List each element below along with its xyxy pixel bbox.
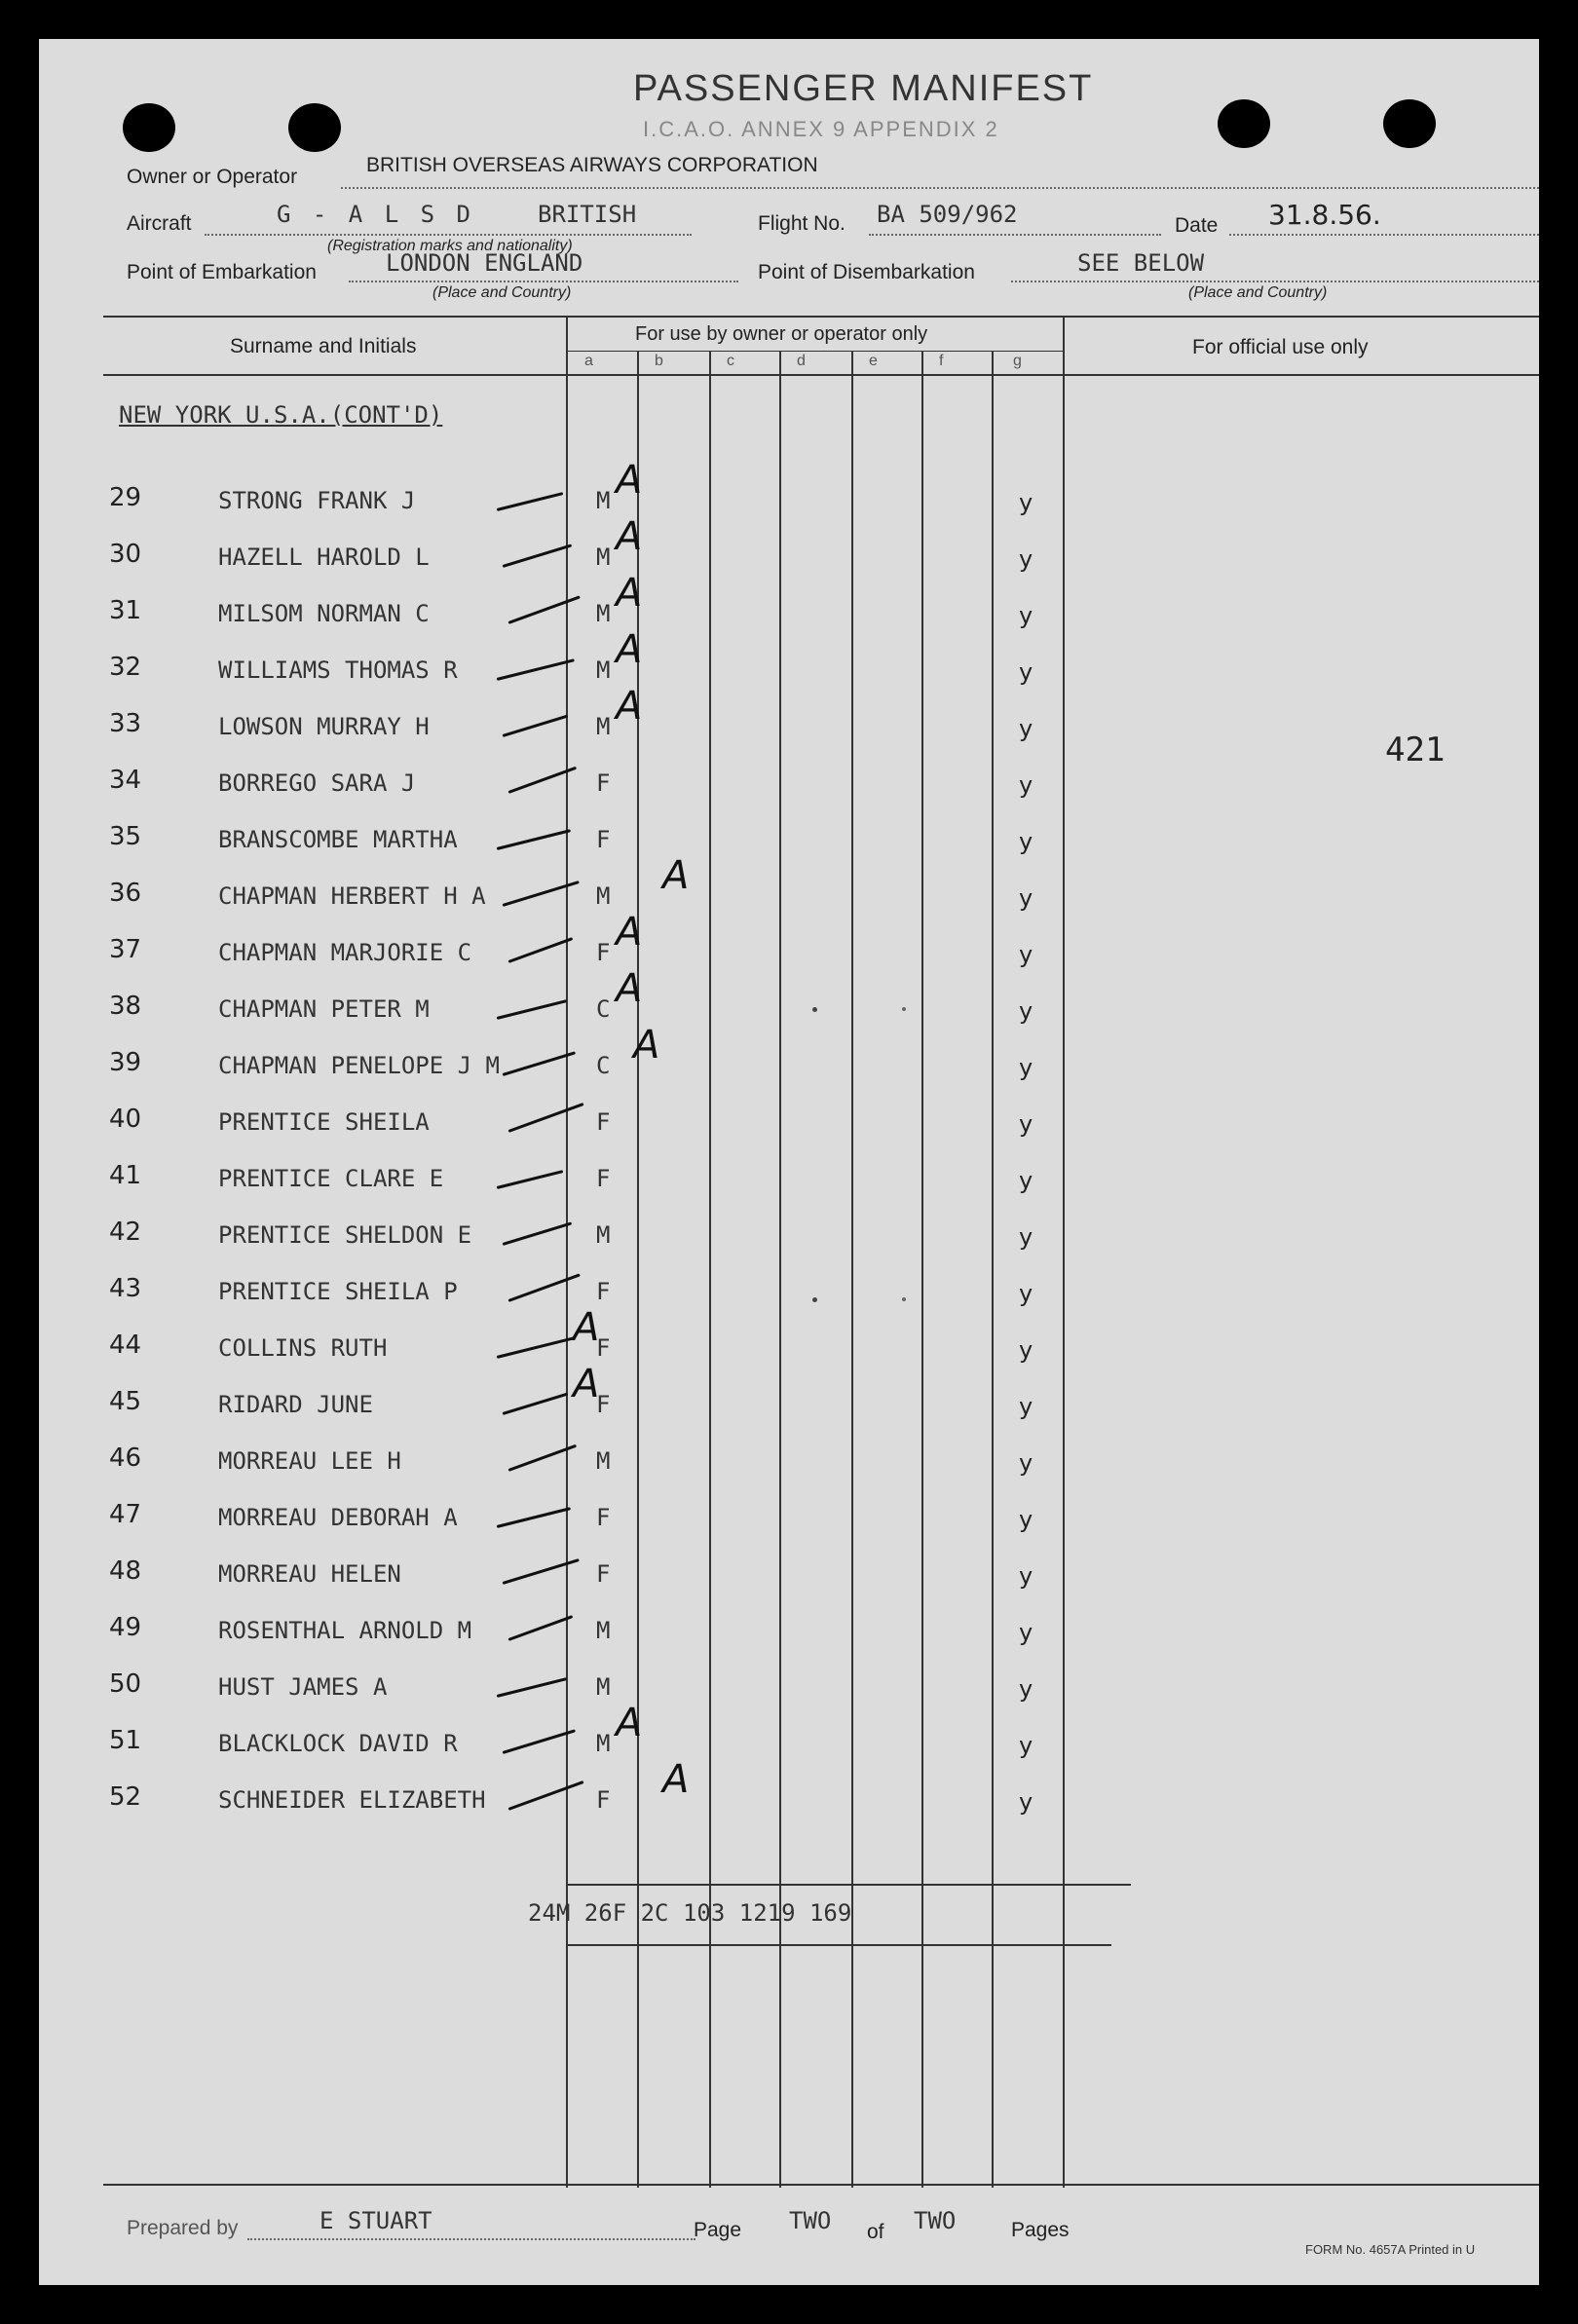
passenger-name: SCHNEIDER ELIZABETH — [218, 1786, 486, 1814]
check-stroke — [503, 544, 573, 568]
totals-bottom-rule — [566, 1944, 1111, 1946]
col-f-header: f — [939, 353, 944, 369]
column-g-mark: y — [1019, 1336, 1033, 1364]
row-number: 47 — [109, 1500, 142, 1529]
sex-code: M — [596, 600, 611, 627]
col-a-header: a — [584, 353, 593, 369]
flight-label: Flight No. — [758, 212, 845, 235]
row-number: 41 — [109, 1161, 142, 1190]
col-b-header: b — [655, 353, 663, 369]
handwritten-a-mark: A — [616, 458, 643, 503]
check-stroke — [497, 1336, 575, 1359]
row-number: 32 — [109, 653, 142, 682]
sex-code: F — [596, 1504, 611, 1531]
embark-value: LONDON ENGLAND — [386, 249, 583, 277]
section-heading: NEW YORK U.S.A.(CONT'D) — [119, 401, 443, 429]
surname-header: Surname and Initials — [230, 335, 417, 357]
sex-code: F — [596, 1165, 611, 1192]
check-stroke — [507, 1780, 583, 1811]
official-number: 421 — [1385, 731, 1446, 769]
sex-code: M — [596, 487, 611, 514]
aircraft-nationality: BRITISH — [538, 201, 637, 228]
passenger-name: PRENTICE CLARE E — [218, 1165, 444, 1192]
handwritten-a-mark: A — [633, 1023, 660, 1068]
of-value: TWO — [914, 2207, 957, 2234]
stray-dot — [902, 1297, 906, 1301]
passenger-name: PRENTICE SHELDON E — [218, 1221, 472, 1249]
disembark-dotted-line — [1011, 281, 1539, 282]
totals-line: 24M 26F 2C 103 1219 169 — [528, 1899, 852, 1927]
column-g-mark: y — [1019, 1449, 1033, 1477]
row-number: 34 — [109, 766, 142, 795]
embark-label: Point of Embarkation — [127, 261, 317, 283]
sex-code: M — [596, 1221, 611, 1249]
column-g-mark: y — [1019, 771, 1033, 799]
aircraft-label: Aircraft — [127, 212, 192, 235]
handwritten-a-mark: A — [616, 1701, 643, 1745]
row-number: 38 — [109, 992, 142, 1021]
disembark-note: (Place and Country) — [1188, 284, 1328, 301]
owner-dotted-line — [341, 187, 1539, 189]
passenger-name: CHAPMAN PENELOPE J M — [218, 1052, 500, 1079]
row-number: 40 — [109, 1105, 142, 1134]
passenger-name: PRENTICE SHEILA P — [218, 1278, 458, 1305]
col-e-header: e — [869, 353, 878, 369]
sex-code: M — [596, 1617, 611, 1644]
check-stroke — [497, 829, 571, 850]
col-rule — [1063, 318, 1065, 2188]
col-g-header: g — [1013, 353, 1022, 369]
check-stroke — [503, 1221, 573, 1246]
row-number: 31 — [109, 596, 142, 625]
sex-code: M — [596, 1673, 611, 1701]
check-stroke — [497, 1170, 564, 1189]
column-g-mark: y — [1019, 828, 1033, 855]
sex-code: C — [596, 995, 611, 1023]
row-number: 35 — [109, 822, 142, 851]
prepared-label: Prepared by — [127, 2217, 239, 2239]
owner-value: BRITISH OVERSEAS AIRWAYS CORPORATION — [366, 154, 818, 176]
row-number: 39 — [109, 1048, 142, 1077]
col-d-header: d — [797, 353, 806, 369]
column-g-mark: y — [1019, 489, 1033, 516]
check-stroke — [497, 999, 568, 1020]
row-number: 51 — [109, 1726, 142, 1755]
flight-value: BA 509/962 — [877, 201, 1018, 228]
column-g-mark: y — [1019, 1506, 1033, 1533]
row-number: 29 — [109, 483, 142, 512]
date-dotted-line — [1229, 234, 1539, 236]
passenger-name: CHAPMAN MARJORIE C — [218, 939, 472, 966]
flight-dotted-line — [869, 234, 1161, 236]
passenger-name: BORREGO SARA J — [218, 769, 416, 797]
form-number: FORM No. 4657A Printed in U — [1305, 2242, 1476, 2257]
passenger-name: HAZELL HAROLD L — [218, 544, 430, 571]
sex-code: F — [596, 1560, 611, 1588]
row-number: 49 — [109, 1613, 142, 1642]
passenger-name: WILLIAMS THOMAS R — [218, 656, 458, 684]
punch-hole — [1383, 99, 1436, 148]
disembark-value: SEE BELOW — [1077, 249, 1205, 277]
handwritten-a-mark: A — [616, 514, 643, 559]
passenger-name: CHAPMAN PETER M — [218, 995, 430, 1023]
handwritten-a-mark: A — [662, 1757, 690, 1802]
punch-hole — [288, 103, 341, 152]
column-g-mark: y — [1019, 1788, 1033, 1816]
owner-use-rule — [566, 351, 1063, 352]
row-number: 30 — [109, 540, 142, 569]
column-g-mark: y — [1019, 602, 1033, 629]
aircraft-registration: G - A L S D — [277, 201, 474, 228]
sex-code: M — [596, 656, 611, 684]
row-number: 36 — [109, 879, 142, 908]
row-number: 50 — [109, 1669, 142, 1699]
handwritten-a-mark: A — [573, 1305, 600, 1350]
row-number: 52 — [109, 1782, 142, 1812]
embark-note: (Place and Country) — [432, 284, 572, 301]
check-stroke — [503, 715, 569, 737]
check-stroke — [507, 937, 573, 963]
date-label: Date — [1175, 214, 1219, 237]
col-rule — [992, 351, 994, 2188]
header-bottom-rule — [103, 374, 1539, 376]
sex-code: F — [596, 1278, 611, 1305]
column-g-mark: y — [1019, 1110, 1033, 1138]
column-g-mark: y — [1019, 884, 1033, 912]
check-stroke — [503, 1393, 569, 1415]
column-g-mark: y — [1019, 1675, 1033, 1703]
check-stroke — [503, 1729, 576, 1754]
row-number: 33 — [109, 709, 142, 738]
check-stroke — [507, 1615, 573, 1641]
sex-code: F — [596, 1391, 611, 1418]
punch-hole — [1218, 99, 1270, 148]
sex-code: M — [596, 1447, 611, 1475]
sex-code: F — [596, 769, 611, 797]
row-number: 37 — [109, 935, 142, 964]
passenger-name: MILSOM NORMAN C — [218, 600, 430, 627]
sex-code: C — [596, 1052, 611, 1079]
check-stroke — [507, 1103, 583, 1133]
page-subtitle: I.C.A.O. ANNEX 9 APPENDIX 2 — [643, 117, 999, 141]
embark-dotted-line — [349, 281, 738, 282]
sex-code: M — [596, 544, 611, 571]
row-number: 46 — [109, 1443, 142, 1473]
check-stroke — [497, 658, 575, 681]
handwritten-a-mark: A — [616, 571, 643, 616]
page-value: TWO — [789, 2207, 832, 2234]
row-number: 42 — [109, 1218, 142, 1247]
handwritten-a-mark: A — [662, 853, 690, 898]
prepared-value: E STUART — [319, 2207, 432, 2234]
passenger-name: BLACKLOCK DAVID R — [218, 1730, 458, 1757]
disembark-label: Point of Disembarkation — [758, 261, 975, 283]
column-g-mark: y — [1019, 715, 1033, 742]
check-stroke — [497, 492, 564, 511]
pages-label: Pages — [1011, 2219, 1070, 2241]
stray-dot — [812, 1007, 817, 1012]
row-number: 45 — [109, 1387, 142, 1416]
manifest-page — [39, 39, 1539, 2285]
sex-code: M — [596, 713, 611, 740]
column-g-mark: y — [1019, 1167, 1033, 1194]
column-g-mark: y — [1019, 1393, 1033, 1420]
page-title: PASSENGER MANIFEST — [633, 68, 1094, 109]
stray-dot — [812, 1297, 817, 1302]
passenger-name: LOWSON MURRAY H — [218, 713, 430, 740]
col-rule — [921, 351, 923, 2188]
date-value: 31.8.56. — [1268, 199, 1381, 231]
column-g-mark: y — [1019, 1223, 1033, 1251]
check-stroke — [497, 1677, 568, 1698]
check-stroke — [497, 1507, 571, 1528]
sex-code: M — [596, 882, 611, 910]
sex-code: F — [596, 1334, 611, 1362]
check-stroke — [507, 1273, 580, 1301]
passenger-name: MORREAU HELEN — [218, 1560, 401, 1588]
passenger-name: STRONG FRANK J — [218, 487, 416, 514]
table-top-rule — [103, 316, 1539, 318]
column-g-mark: y — [1019, 1732, 1033, 1759]
column-g-mark: y — [1019, 1280, 1033, 1307]
handwritten-a-mark: A — [616, 684, 643, 729]
sex-code: F — [596, 1108, 611, 1136]
aircraft-dotted-line — [205, 234, 692, 236]
handwritten-a-mark: A — [616, 966, 643, 1011]
passenger-name: RIDARD JUNE — [218, 1391, 373, 1418]
column-g-mark: y — [1019, 545, 1033, 573]
totals-top-rule — [566, 1884, 1131, 1886]
passenger-name: HUST JAMES A — [218, 1673, 388, 1701]
sex-code: F — [596, 1786, 611, 1814]
official-use-header: For official use only — [1192, 336, 1369, 358]
of-label: of — [867, 2221, 884, 2243]
registration-note: (Registration marks and nationality) — [327, 238, 573, 254]
passenger-name: MORREAU DEBORAH A — [218, 1504, 458, 1531]
punch-hole — [123, 103, 175, 152]
sex-code: F — [596, 826, 611, 853]
passenger-name: ROSENTHAL ARNOLD M — [218, 1617, 472, 1644]
row-number: 44 — [109, 1331, 142, 1360]
passenger-name: COLLINS RUTH — [218, 1334, 388, 1362]
page-label: Page — [694, 2219, 742, 2241]
handwritten-a-mark: A — [616, 627, 643, 672]
prepared-dotted-line — [247, 2238, 695, 2240]
column-g-mark: y — [1019, 941, 1033, 968]
handwritten-a-mark: A — [573, 1362, 600, 1406]
owner-label: Owner or Operator — [127, 166, 298, 188]
sex-code: F — [596, 939, 611, 966]
passenger-name: PRENTICE SHEILA — [218, 1108, 430, 1136]
row-number: 48 — [109, 1556, 142, 1586]
check-stroke — [507, 595, 580, 623]
sex-code: M — [596, 1730, 611, 1757]
table-bottom-rule — [103, 2184, 1539, 2186]
passenger-name: MORREAU LEE H — [218, 1447, 401, 1475]
col-c-header: c — [727, 353, 734, 369]
owner-use-header: For use by owner or operator only — [635, 323, 928, 345]
row-number: 43 — [109, 1274, 142, 1303]
check-stroke — [503, 1051, 576, 1076]
stray-dot — [902, 1007, 906, 1011]
column-g-mark: y — [1019, 1054, 1033, 1081]
column-g-mark: y — [1019, 1619, 1033, 1646]
column-g-mark: y — [1019, 1562, 1033, 1590]
handwritten-a-mark: A — [616, 910, 643, 955]
column-g-mark: y — [1019, 658, 1033, 686]
passenger-name: BRANSCOMBE MARTHA — [218, 826, 458, 853]
passenger-name: CHAPMAN HERBERT H A — [218, 882, 486, 910]
column-g-mark: y — [1019, 997, 1033, 1025]
